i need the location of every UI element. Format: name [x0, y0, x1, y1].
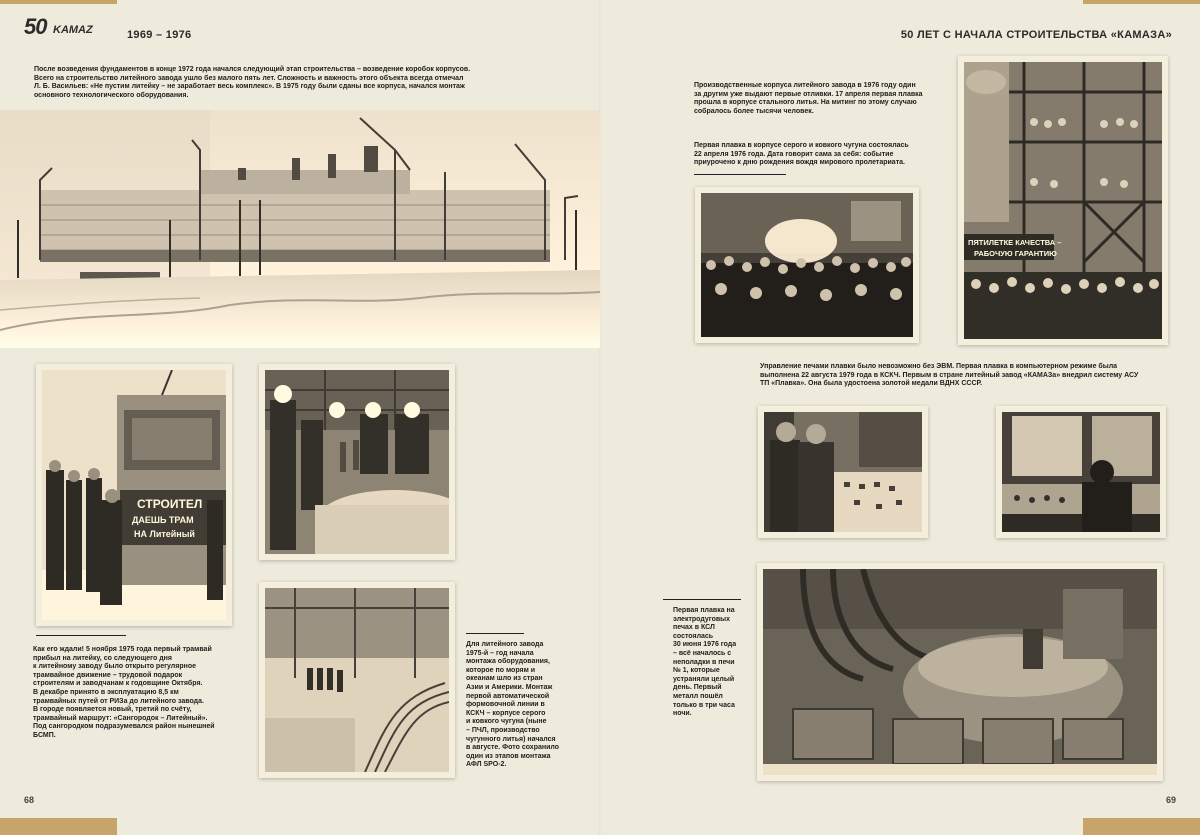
accent-bar-top-left [0, 0, 117, 4]
header-years: 1969 – 1976 [127, 29, 192, 41]
photo-equipment-installation [265, 588, 449, 772]
caption-rule-ksk [694, 174, 786, 175]
page-number-right: 69 [1166, 795, 1177, 805]
svg-text:РАБОЧУЮ ГАРАНТИЮ: РАБОЧУЮ ГАРАНТИЮ [974, 249, 1057, 258]
photo-melt-rally [701, 193, 913, 337]
photo-frame-first-tram [36, 364, 232, 626]
caption-first-castings: Производственные корпуса литейного завода в 1976 году один за другим уже выдают первые отливки. 17 апреля первая плавка прошла в корпусе стального литья. На митинг по этому случаю собралось более тысячи человек. [694, 82, 923, 115]
photo-workers-hardhats [265, 370, 449, 554]
svg-text:СТРОИТЕЛ: СТРОИТЕЛ [137, 497, 203, 511]
kamaz-50-logo [24, 14, 104, 39]
logo-brand: KAMAZ [53, 24, 93, 36]
accent-bar-bottom-left [0, 818, 117, 835]
photo-control-room [1002, 412, 1160, 532]
svg-text:НА Литейный: НА Литейный [134, 529, 195, 539]
photo-frame-quality-banner [958, 56, 1168, 345]
accent-bar-top-right [1083, 0, 1200, 4]
caption-first-tram: Как его ждали! 5 ноября 1975 года первый трамвай прибыл на литейку, со следующего дня к литейному заводу было открыто регулярное трамвайное движение – трудовой подарок строителям и заводчанам к годовщине Октября. В декабре принято в эксплуатацию 8,5 км трамвайных путей от РИЗа до литейного завода. В городе появляется новый, третий по счёту, трамвайный маршрут: «Сангородок – Литейный». Под сангородком подразумевался район нынешней БСМП. [33, 646, 215, 739]
photo-frame-control-room [996, 406, 1166, 538]
caption-foundry-intro: После возведения фундаментов в конце 1972 года начался следующий этап строительства – возведение коробок корпусов. Всего на строительство литейного завода ушло без малого пять лет. Сложность и важность этого объекта всегда отмечал Л. Б. Васильев: «Не пустим литейку – не заработает весь комплекс». В 1975 году были сданы все корпуса, начался монтаж основного технологического оборудования. [34, 66, 471, 99]
photo-electric-furnace [763, 569, 1157, 775]
photo-first-tram [42, 370, 226, 620]
page-number-left: 68 [24, 795, 35, 805]
caption-electric-furnace: Первая плавка на электродуговых печах в КСЛ состоялась 30 июня 1976 года – всё началось с неполадки в печи № 1, которые устраняли целый день. Первый металл пошёл только в три часа ночи. [673, 607, 737, 718]
photo-frame-equipment-installation [259, 582, 455, 778]
photo-control-operators [764, 412, 922, 532]
photo-quality-banner [964, 62, 1162, 339]
caption-computer-control: Управление печами плавки было невозможно без ЭВМ. Первая плавка в компьютерном режиме была выполнена 22 августа 1979 года в КСКЧ. Первым в стране литейный завод «КАМАЗа» внедрил систему АСУ ТП «Плавка». Она была удостоена золотой медали ВДНХ СССР. [760, 363, 1139, 388]
svg-text:ДАЕШЬ ТРАМ: ДАЕШЬ ТРАМ [132, 515, 194, 525]
photo-frame-melt-rally [695, 187, 919, 343]
photo-foundry-panorama [0, 110, 600, 348]
svg-text:ПЯТИЛЕТКЕ КАЧЕСТВА –: ПЯТИЛЕТКЕ КАЧЕСТВА – [968, 238, 1062, 247]
logo-number: 50 [24, 14, 47, 39]
header-title: 50 ЛЕТ С НАЧАЛА СТРОИТЕЛЬСТВА «КАМАЗА» [900, 29, 1172, 41]
caption-ksk-first-melt: Первая плавка в корпусе серого и ковкого чугуна состоялась 22 апреля 1976 года. Дата говорит сама за себя: событие приурочено к дню рождения вождя мирового пролетариата. [694, 142, 909, 167]
caption-rule-furnace [663, 599, 741, 600]
caption-rule-tram [36, 635, 126, 636]
accent-bar-bottom-right [1083, 818, 1200, 835]
photo-frame-control-operators [758, 406, 928, 538]
caption-equipment-installation: Для литейного завода 1975-й – год начала монтажа оборудования, которое по морям и океанам шло из стран Азии и Америки. Монтаж первой автоматической формовочной линии в КСКЧ – корпусе серого и ковкого чугуна (ныне – ПЧЛ, производство чугунного литья) начался в августе. Фото сохранило один из этапов монтажа АФЛ SPO-2. [466, 641, 560, 769]
caption-rule-equipment [466, 633, 524, 634]
photo-frame-workers-hardhats [259, 364, 455, 560]
photo-frame-electric-furnace [757, 563, 1163, 781]
